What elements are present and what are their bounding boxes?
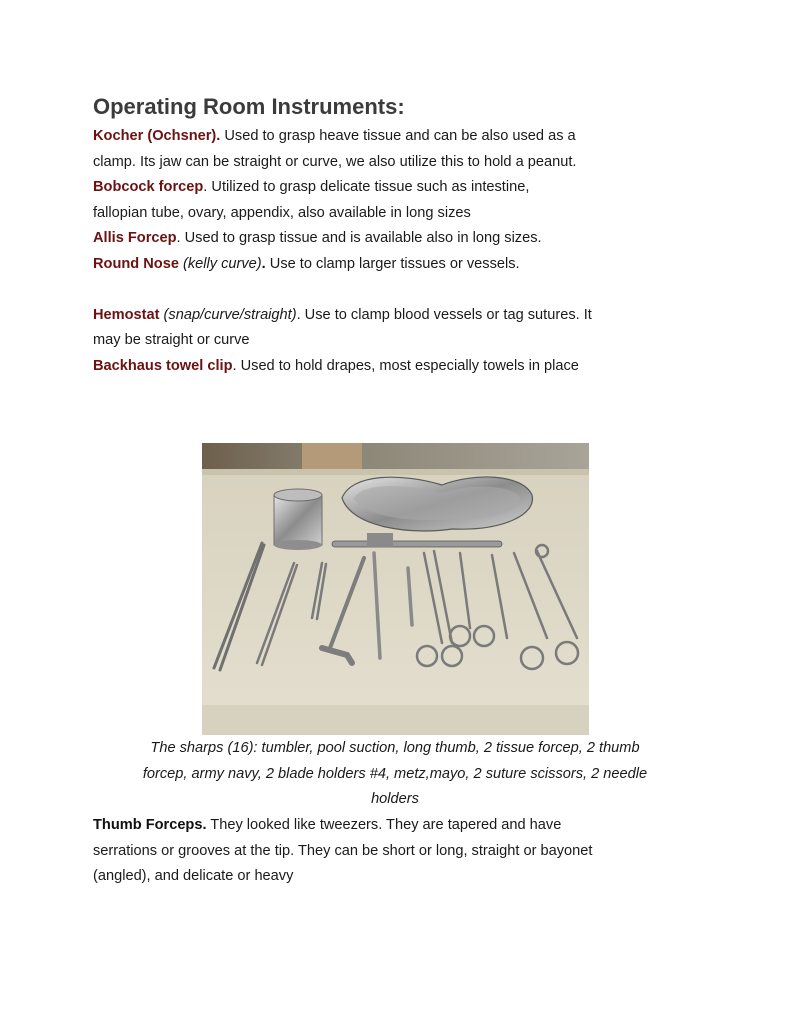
thumb-forceps-line3: (angled), and delicate or heavy (93, 868, 294, 885)
allis-text: . Used to grasp tissue and is available also in long sizes. (176, 230, 542, 247)
thumb-forceps-line1: They looked like tweezers. They are tapered and have (206, 817, 562, 833)
hemostat-text-line2: may be straight or curve (93, 332, 250, 349)
hemostat-text-line1: . Use to clamp blood vessels or tag sutures. It (296, 306, 592, 323)
term-allis: Allis Forcep (93, 230, 177, 247)
caption-line-1: The sharps (16): tumbler, pool suction, long thumb, 2 tissue forcep, 2 thumb (150, 740, 640, 756)
table-edge (202, 469, 589, 475)
thumb-forceps-line2: serrations or grooves at the tip. They can be short or long, straight or bayonet (93, 842, 593, 859)
instrument-tray-illustration (202, 443, 589, 735)
term-bobcock: Bobcock forcep (93, 179, 204, 196)
term-hemostat: Hemostat (93, 306, 160, 323)
bobcock-text-line1: . Utilized to grasp delicate tissue such as intestine, (203, 179, 530, 196)
photo-caption (93, 736, 697, 813)
caption-line-2: forcep, army navy, 2 blade holders #4, metz,mayo, 2 suture scissors, 2 needle (142, 765, 648, 782)
paragraph-spacer (93, 278, 713, 303)
round-nose-text: Use to clamp larger tissues or vessels. (265, 255, 520, 272)
thumb-forceps-section (93, 813, 703, 890)
tumbler (274, 489, 322, 550)
term-round-nose: Round Nose (93, 255, 179, 272)
kocher-text-line1: Used to grasp heave tissue and can be also used as a (220, 128, 576, 144)
table-shadow (202, 705, 589, 735)
bobcock-text-line2: fallopian tube, ovary, appendix, also available in long sizes (93, 204, 471, 221)
round-nose-dot: . (261, 255, 266, 272)
entry-thumb-forceps (93, 813, 703, 890)
entry-bobcock (93, 175, 713, 226)
entry-backhaus (93, 354, 713, 380)
entry-allis (93, 226, 713, 252)
hemostat-note: (snap/curve/straight) (159, 306, 297, 323)
entry-hemostat (93, 303, 713, 354)
caption-line-3: holders (371, 791, 419, 808)
document-body (93, 92, 713, 379)
kocher-text-line2: clamp. Its jaw can be straight or curve, we also utilize this to hold a peanut. (93, 153, 577, 170)
instruments-photo (202, 443, 589, 735)
term-kocher: Kocher (Ochsner). (93, 128, 221, 144)
term-thumb-forceps: Thumb Forceps. (93, 817, 207, 833)
kidney-basin (342, 477, 532, 531)
round-nose-note: (kelly curve) (178, 255, 262, 272)
entry-kocher (93, 124, 713, 175)
entry-round-nose (93, 252, 713, 278)
term-backhaus: Backhaus towel clip (93, 357, 233, 374)
page-title: Operating Room Instruments: (93, 94, 405, 119)
backhaus-text: . Used to hold drapes, most especially towels in place (232, 357, 579, 374)
